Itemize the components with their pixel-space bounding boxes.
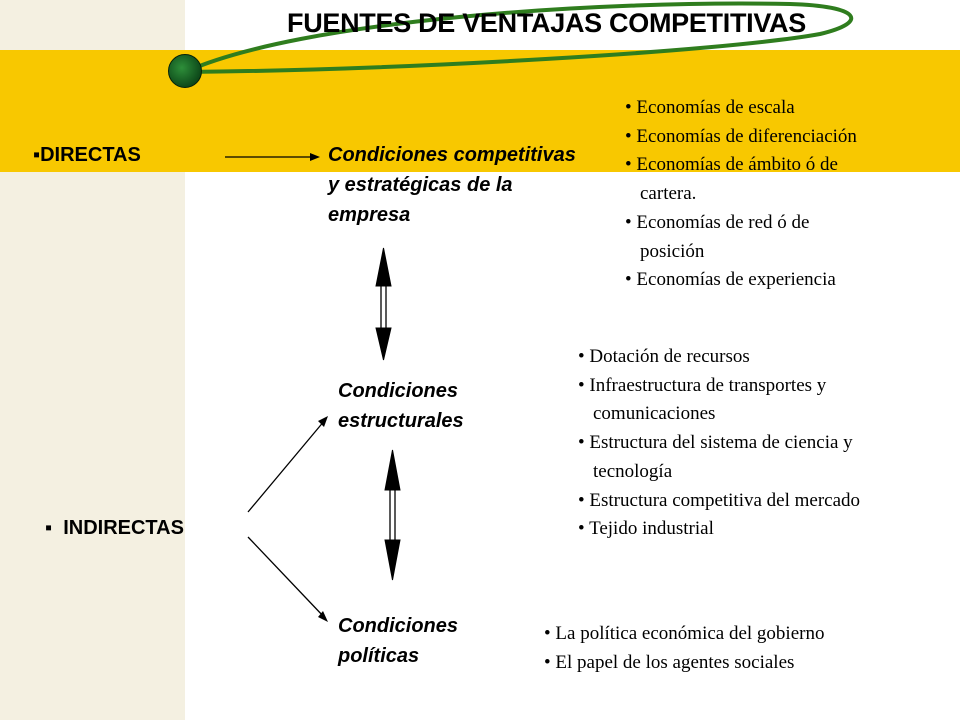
orb-icon (168, 54, 202, 88)
condition-estructurales-line: estructurales (338, 410, 464, 432)
list-item: • Economías de diferenciación (625, 123, 915, 152)
list-item: • Dotación de recursos (578, 343, 888, 372)
list-item: • El papel de los agentes sociales (544, 649, 924, 678)
condition-politicas-line: políticas (338, 645, 420, 667)
list-item: • La política económica del gobierno (544, 620, 924, 649)
condition-competitivas (328, 140, 576, 230)
condition-politicas-line: Condiciones (338, 615, 459, 637)
condition-competitivas-line: Condiciones competitivas (328, 144, 576, 166)
condition-estructurales-line: Condiciones (338, 380, 459, 402)
condition-politicas (338, 611, 458, 671)
list-item: • Estructura competitiva del mercado (578, 487, 863, 516)
condition-competitivas-line: empresa (328, 204, 411, 226)
list-item: • Economías de experiencia (625, 266, 915, 295)
double-arrow-bottom (385, 450, 400, 580)
list-item: • Infraestructura de transportes y comunicaciones (578, 372, 893, 429)
double-arrow-top (376, 248, 391, 360)
indirectas-arrowhead-up (318, 416, 328, 427)
list-politicas (544, 620, 924, 677)
list-item: • Economías de escala (625, 94, 915, 123)
list-item: • Economías de red ó de posición (625, 209, 860, 266)
indirectas-arrow-down (248, 537, 325, 618)
list-item: • Tejido industrial (578, 515, 888, 544)
indirectas-arrow-up (248, 420, 325, 512)
list-item: • Economías de ámbito ó de cartera. (625, 151, 840, 208)
condition-estructurales (338, 376, 464, 436)
list-item: • Estructura del sistema de ciencia y tecnología (578, 429, 853, 486)
condition-competitivas-line: y estratégicas de la (328, 174, 513, 196)
category-directas-label: DIRECTAS (40, 144, 141, 166)
category-indirectas-label: INDIRECTAS (63, 517, 184, 539)
category-directas: ▪DIRECTAS (33, 144, 141, 166)
directas-arrowhead (310, 153, 320, 161)
list-estructurales (578, 343, 888, 544)
category-indirectas: ▪ INDIRECTAS (45, 517, 184, 539)
page-title: FUENTES DE VENTAJAS COMPETITIVAS (287, 8, 806, 38)
list-competitivas (625, 94, 915, 295)
